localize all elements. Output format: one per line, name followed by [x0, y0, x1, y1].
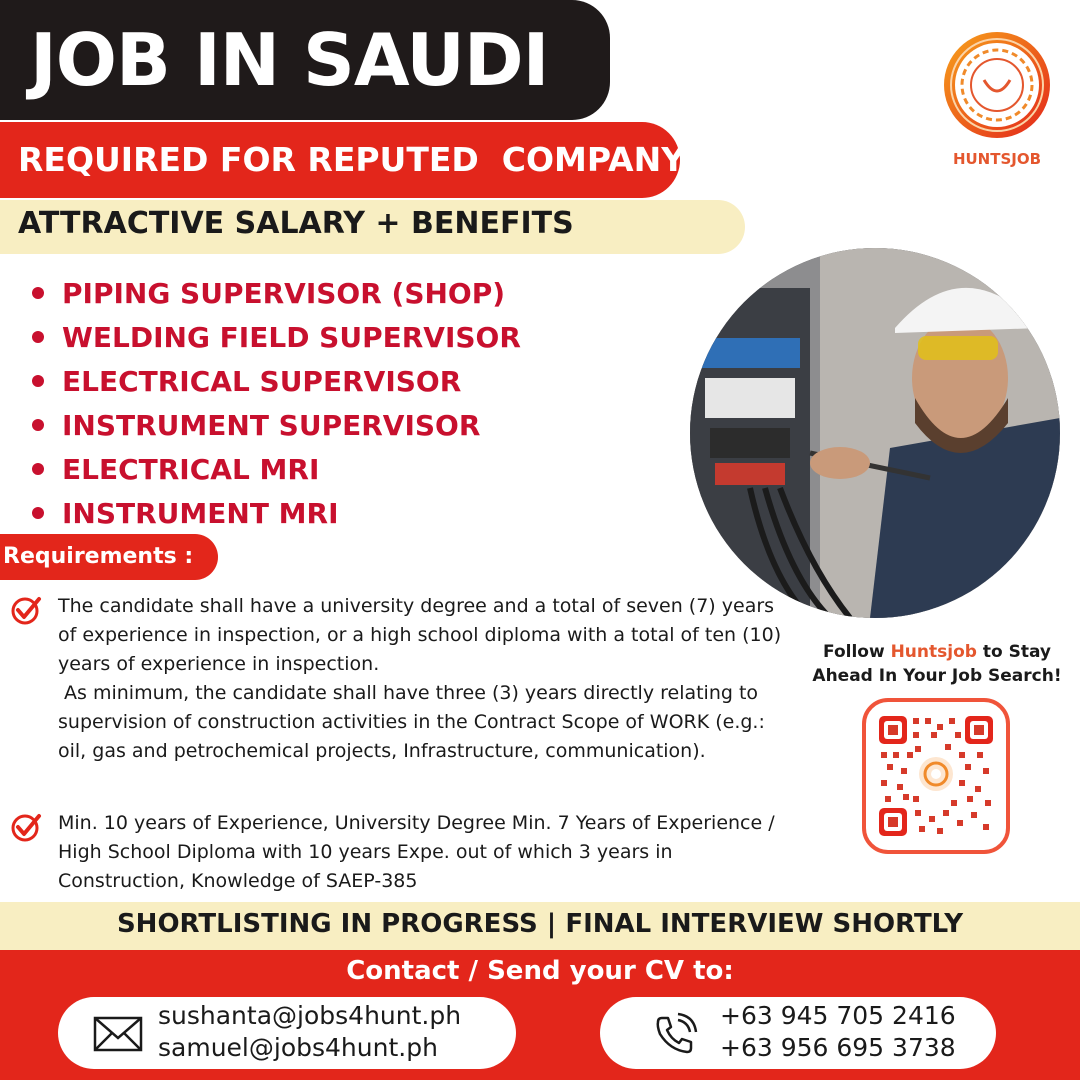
positions-list	[30, 272, 521, 536]
requirement-text: The candidate shall have a university degree and a total of seven (7) years of experience in inspection, or a high school diploma with a total of ten (10) years of experience in inspection.	[58, 595, 782, 675]
subtitle-text: REQUIRED FOR REPUTED COMPANY	[18, 140, 686, 179]
phone-link[interactable]: +63 945 705 2416	[720, 1001, 956, 1030]
requirement-text: Min. 10 years of Experience, University Degree Min. 7 Years of Experience / High School Diploma with 10 years Expe. out of which 3 years in Construction, Knowledge of SAEP-385	[58, 812, 775, 892]
check-circle-icon	[10, 594, 42, 626]
bullet-icon	[32, 419, 44, 431]
phone-link[interactable]: +63 956 695 3738	[720, 1033, 956, 1062]
list-item: PIPING SUPERVISOR (SHOP)	[30, 272, 521, 316]
email-link[interactable]: samuel@jobs4hunt.ph	[158, 1033, 438, 1062]
logo-brand-text: HUNTSJOB	[952, 150, 1042, 168]
photo-illustration	[690, 248, 1060, 618]
requirement-item	[10, 809, 790, 899]
follow-brand: Huntsjob	[890, 642, 977, 662]
phone-icon	[652, 1012, 698, 1058]
salary-text: ATTRACTIVE SALARY + BENEFITS	[18, 206, 574, 241]
huntsjob-logo-icon	[940, 28, 1054, 142]
requirement-item	[10, 592, 790, 792]
bullet-icon	[32, 507, 44, 519]
requirement-text: As minimum, the candidate shall have three (3) years directly relating to supervision of construction activities in the Contract Scope of WORK (e.g.: oil, gas and petrochemical projects, Infrastructure, communication).	[58, 682, 771, 762]
list-item: INSTRUMENT SUPERVISOR	[30, 404, 521, 448]
email-list	[158, 1000, 461, 1064]
phone-list	[720, 1000, 956, 1064]
status-banner-text: SHORTLISTING IN PROGRESS | FINAL INTERVIEW SHORTLY	[116, 909, 964, 939]
list-item: ELECTRICAL MRI	[30, 448, 521, 492]
contact-title: Contact / Send your CV to:	[346, 956, 734, 986]
list-item: ELECTRICAL SUPERVISOR	[30, 360, 521, 404]
requirements-heading: Requirements :	[3, 544, 194, 569]
bullet-icon	[32, 287, 44, 299]
mail-icon	[93, 1014, 145, 1054]
page-title: JOB IN SAUDI	[30, 18, 549, 102]
follow-text: Follow Huntsjob to Stay Ahead In Your Job Search!	[812, 642, 1062, 686]
bullet-icon	[32, 331, 44, 343]
bullet-icon	[32, 375, 44, 387]
qr-code-icon[interactable]	[879, 716, 993, 836]
list-item: WELDING FIELD SUPERVISOR	[30, 316, 521, 360]
check-circle-icon	[10, 811, 42, 843]
technician-photo	[690, 248, 1060, 618]
bullet-icon	[32, 463, 44, 475]
email-link[interactable]: sushanta@jobs4hunt.ph	[158, 1001, 462, 1030]
list-item: INSTRUMENT MRI	[30, 492, 521, 536]
